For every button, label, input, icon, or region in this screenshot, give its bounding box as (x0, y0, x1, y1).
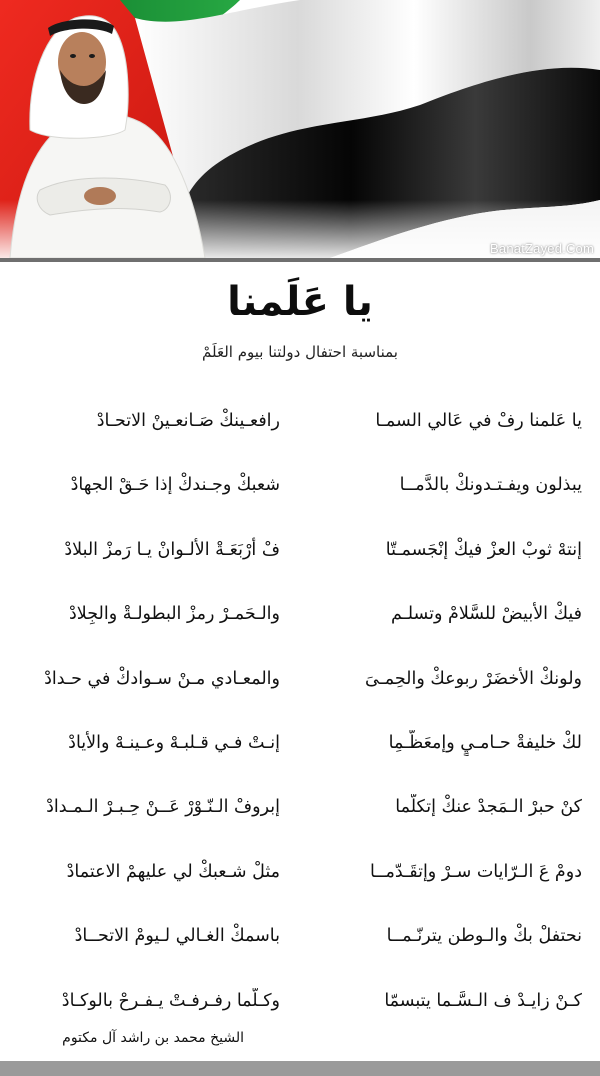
watermark-text: BanatZayed.Com (490, 241, 594, 256)
verse (18, 849, 582, 913)
uae-flag-illustration (0, 0, 600, 258)
verse (18, 527, 582, 591)
verse-second-hemistich: إبروفْ الـنّـوْرْ عَــنْ حِـبـرْ الـمـدادْ (46, 797, 280, 818)
verse-second-hemistich: إنـتْ فـي قـلبـهْ وعـينـهْ والأيادْ (68, 732, 280, 753)
author-signature: الشيخ محمد بن راشد آل مكتوم (62, 1030, 244, 1046)
verse-first-hemistich: يا عَلمنا رفْ في عَالي السمـا (375, 411, 582, 431)
verse (18, 913, 582, 977)
verse-second-hemistich: فْ أرْبَعَـةْ الألـوانْ يـا رَمزْ البلادْ (64, 539, 280, 560)
verse (18, 720, 582, 784)
verse-first-hemistich: دومْ عَ الـرّايات سـرْ وإتقَـدّمــا (369, 861, 582, 882)
verse-second-hemistich: رافعـينكْ صَـانعـينْ الاتحـادْ (96, 411, 280, 431)
verse-second-hemistich: شعبكْ وجـندكْ إذا حَـقْ الجهادْ (70, 475, 280, 496)
verse-second-hemistich: باسمكْ الغـالي لـيومْ الاتحــادْ (74, 926, 280, 947)
verse-second-hemistich: مثلْ شـعبكْ لي عليهمْ الاعتمادْ (66, 861, 280, 882)
verse-first-hemistich: فيكْ الأبيضْ للسَّلامْ وتسلـم (390, 604, 582, 625)
poem-title: يا عَلَمنا (227, 279, 373, 325)
verse-first-hemistich: لكْ خليفةْ حـامـيٍ وإمعَظَّـمِا (388, 732, 582, 753)
verse-first-hemistich: إنتهْ ثوبْ العزْ فيكْ إنْجَسمـتّا (385, 539, 582, 560)
verse (18, 784, 582, 848)
header-banner (0, 0, 600, 258)
verse-first-hemistich: كنْ حبرْ الـمَجدْ عنكْ إتكلَّما (395, 797, 582, 818)
verse-second-hemistich: والمعـادي مـنْ سـوادكْ في حـدادْ (44, 668, 280, 689)
verse-second-hemistich: وكـلّما رفـرفـتْ يـفـرحْ بالوكـادْ (61, 990, 280, 1011)
verse-first-hemistich: يبذلون ويفـتـدونكْ بالدَّمــا (399, 475, 582, 496)
verse-second-hemistich: والـحَمـرْ رمزْ البطولـةْ والجِلادْ (68, 604, 280, 625)
verse-first-hemistich: نحتفلْ بكْ والـوطن يترنّـمــا (386, 926, 582, 947)
verse (18, 462, 582, 526)
bottom-divider (0, 1061, 600, 1076)
verse (18, 591, 582, 655)
top-divider (0, 258, 600, 262)
verse-first-hemistich: ولونكْ الأخضَرْ ربوعكْ والحِمـىَ (365, 668, 582, 689)
poem-body (18, 398, 582, 1042)
poem-subtitle: بمناسبة احتفال دولتنا بيوم العَلَمْ (202, 343, 398, 361)
verse (18, 398, 582, 462)
verse-first-hemistich: كـنْ زايـدْ ف الـسَّـما يتبسمّا (384, 990, 582, 1011)
verse (18, 656, 582, 720)
